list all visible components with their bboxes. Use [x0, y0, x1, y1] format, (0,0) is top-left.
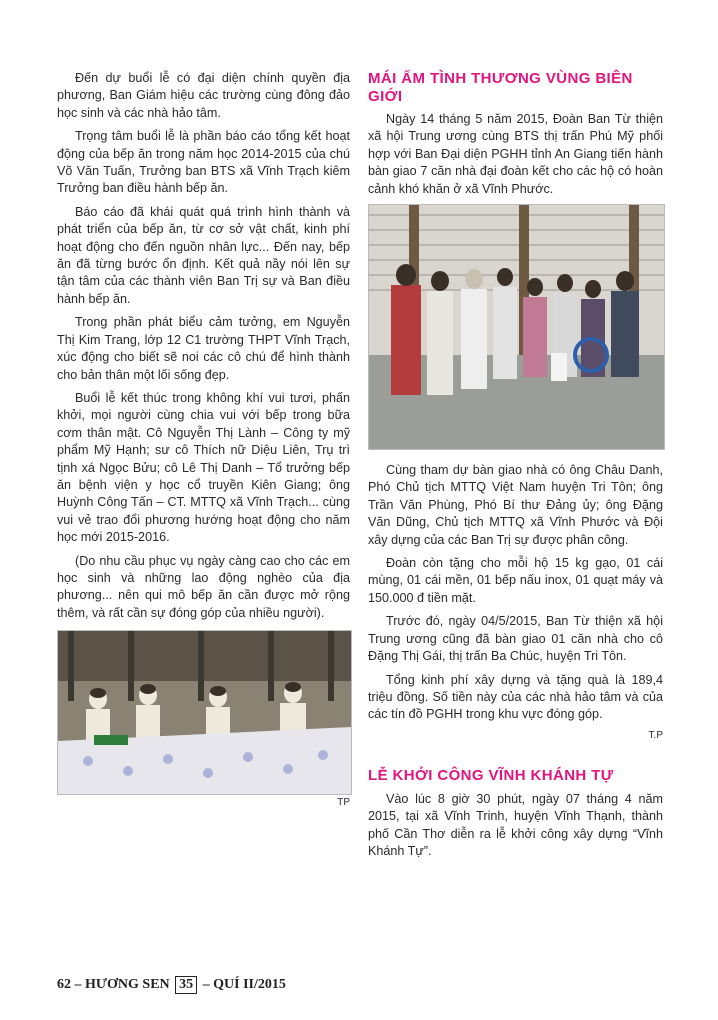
paragraph: Trọng tâm buổi lễ là phần báo cáo tổng kết hoạt động của bếp ăn trong năm học 2014-2015 của chú Võ Văn Tuấn, Trưởng ban BTS xã Vĩnh Trạch kiêm Trưởng ban điều hành bếp ăn.: [57, 129, 350, 196]
paragraph: Buổi lễ kết thúc trong không khí vui tươi, phấn khởi, mọi người cùng chia vui với bếp trong bữa cơm thân mật. Cô Nguyễn Thị Lành – Công ty mỹ phẩm Mỹ Hạnh; sư cô Thích nữ Diệu Liên, Trụ trì tịnh xá Ngọc Bửu; cô Lê Thị Danh – Tổ trưởng bếp ăn bệnh viện y học cổ truyền Kiên Giang; ông Huỳnh Công Tấn – CT. MTTQ xã Vĩnh Trạch... cùng vui vẻ trao đổi phương hướng hoạt động cho năm học mới 2015-2016.: [57, 390, 350, 545]
issue-number: 35: [175, 976, 197, 994]
right-column: [368, 70, 663, 866]
paragraph: Đoàn còn tặng cho mỗi hộ 15 kg gạo, 01 cái mùng, 01 cái mền, 01 bếp nấu inox, 01 quạt máy và 150.000 đ tiền mặt.: [368, 556, 663, 605]
photo-illustration: [58, 631, 351, 794]
paragraph: Vào lúc 8 giờ 30 phút, ngày 07 tháng 4 năm 2015, tại xã Vĩnh Trinh, huyện Vĩnh Thạnh, thành phố Cần Thơ diễn ra lễ khởi công xây dựng “Vĩnh Khánh Tự”.: [368, 791, 663, 858]
paragraph: Đến dự buổi lễ có đại diện chính quyền địa phương, Ban Giám hiệu các trường cùng đông đảo học sinh và các nhà hảo tâm.: [57, 71, 350, 120]
article-title: MÁI ẤM TÌNH THƯƠNG VÙNG BIÊN GIỚI: [368, 70, 633, 105]
page-footer: 62 – HƯƠNG SEN 35 – QUÍ II/2015: [57, 977, 286, 992]
house-handover-photo: [368, 204, 665, 450]
kitchen-meeting-photo: [57, 630, 352, 795]
paragraph: Trước đó, ngày 04/5/2015, Ban Từ thiện xã hội Trung ương cũng đã bàn giao 01 căn nhà cho cô Đặng Thị Gái, thị trấn Ba Chúc, huyện Tri Tôn.: [368, 614, 663, 664]
photo-illustration: [369, 205, 664, 449]
paragraph: Cùng tham dự bàn giao nhà có ông Châu Danh, Phó Chủ tịch MTTQ Việt Nam huyện Tri Tôn; ông Trần Văn Phùng, Phó Bí thư Đảng ủy; ông Đặng Văn Dũng, Chủ tịch MTTQ xã Vĩnh Phước và Đội xây dựng của các Ban Trị sự được phân công.: [368, 463, 663, 547]
paragraph: Ngày 14 tháng 5 năm 2015, Đoàn Ban Từ thiện xã hội Trung ương cùng BTS thị trấn Phú Mỹ phối hợp với Ban Đại diện PGHH tỉnh An Giang tiến hành bàn giao 7 căn nhà đại đoàn kết cho các hộ có hoàn cảnh khó khăn ở xã Vĩnh Phước.: [368, 112, 663, 196]
photo-credit: TP: [337, 797, 350, 809]
article-title: LỄ KHỞI CÔNG VĨNH KHÁNH TỰ: [368, 766, 614, 784]
article-credit: T.P: [648, 729, 663, 741]
paragraph: Trong phần phát biểu cảm tưởng, em Nguyễn Thị Kim Trang, lớp 12 C1 trường THPT Vĩnh Trạch, xúc động cho biết sẽ noi các cô chú để hình thành cho bản thân một lối sống đẹp.: [57, 315, 350, 382]
paragraph: (Do nhu cầu phục vụ ngày càng cao cho các em học sinh và những lao động nghèo của địa phương... nên qui mô bếp ăn cần được mở rộng thêm, và rất cần sự đóng góp của nhiều người).: [57, 553, 350, 620]
page-number: 62: [57, 977, 71, 992]
left-column: [57, 70, 350, 808]
magazine-name: HƯƠNG SEN: [85, 977, 170, 992]
paragraph: Báo cáo đã khái quát quá trình hình thành và phát triển của bếp ăn, từ cơ sở vật chất, kinh phí hoạt động cho đến nguồn nhân lực... Đến nay, bếp ăn đã từng bước ổn định. Kết quả nầy nói lên sự tận tâm của các thành viên Ban Trị sự và Ban điều hành bếp ăn.: [57, 204, 350, 306]
issue-quarter: QUÍ II/2015: [213, 977, 286, 992]
paragraph: Tổng kinh phí xây dựng và tặng quà là 189,4 triệu đồng. Số tiền này của các nhà hảo tâm và của các tín đồ PGHH trong khu vực đóng góp.: [368, 672, 663, 722]
